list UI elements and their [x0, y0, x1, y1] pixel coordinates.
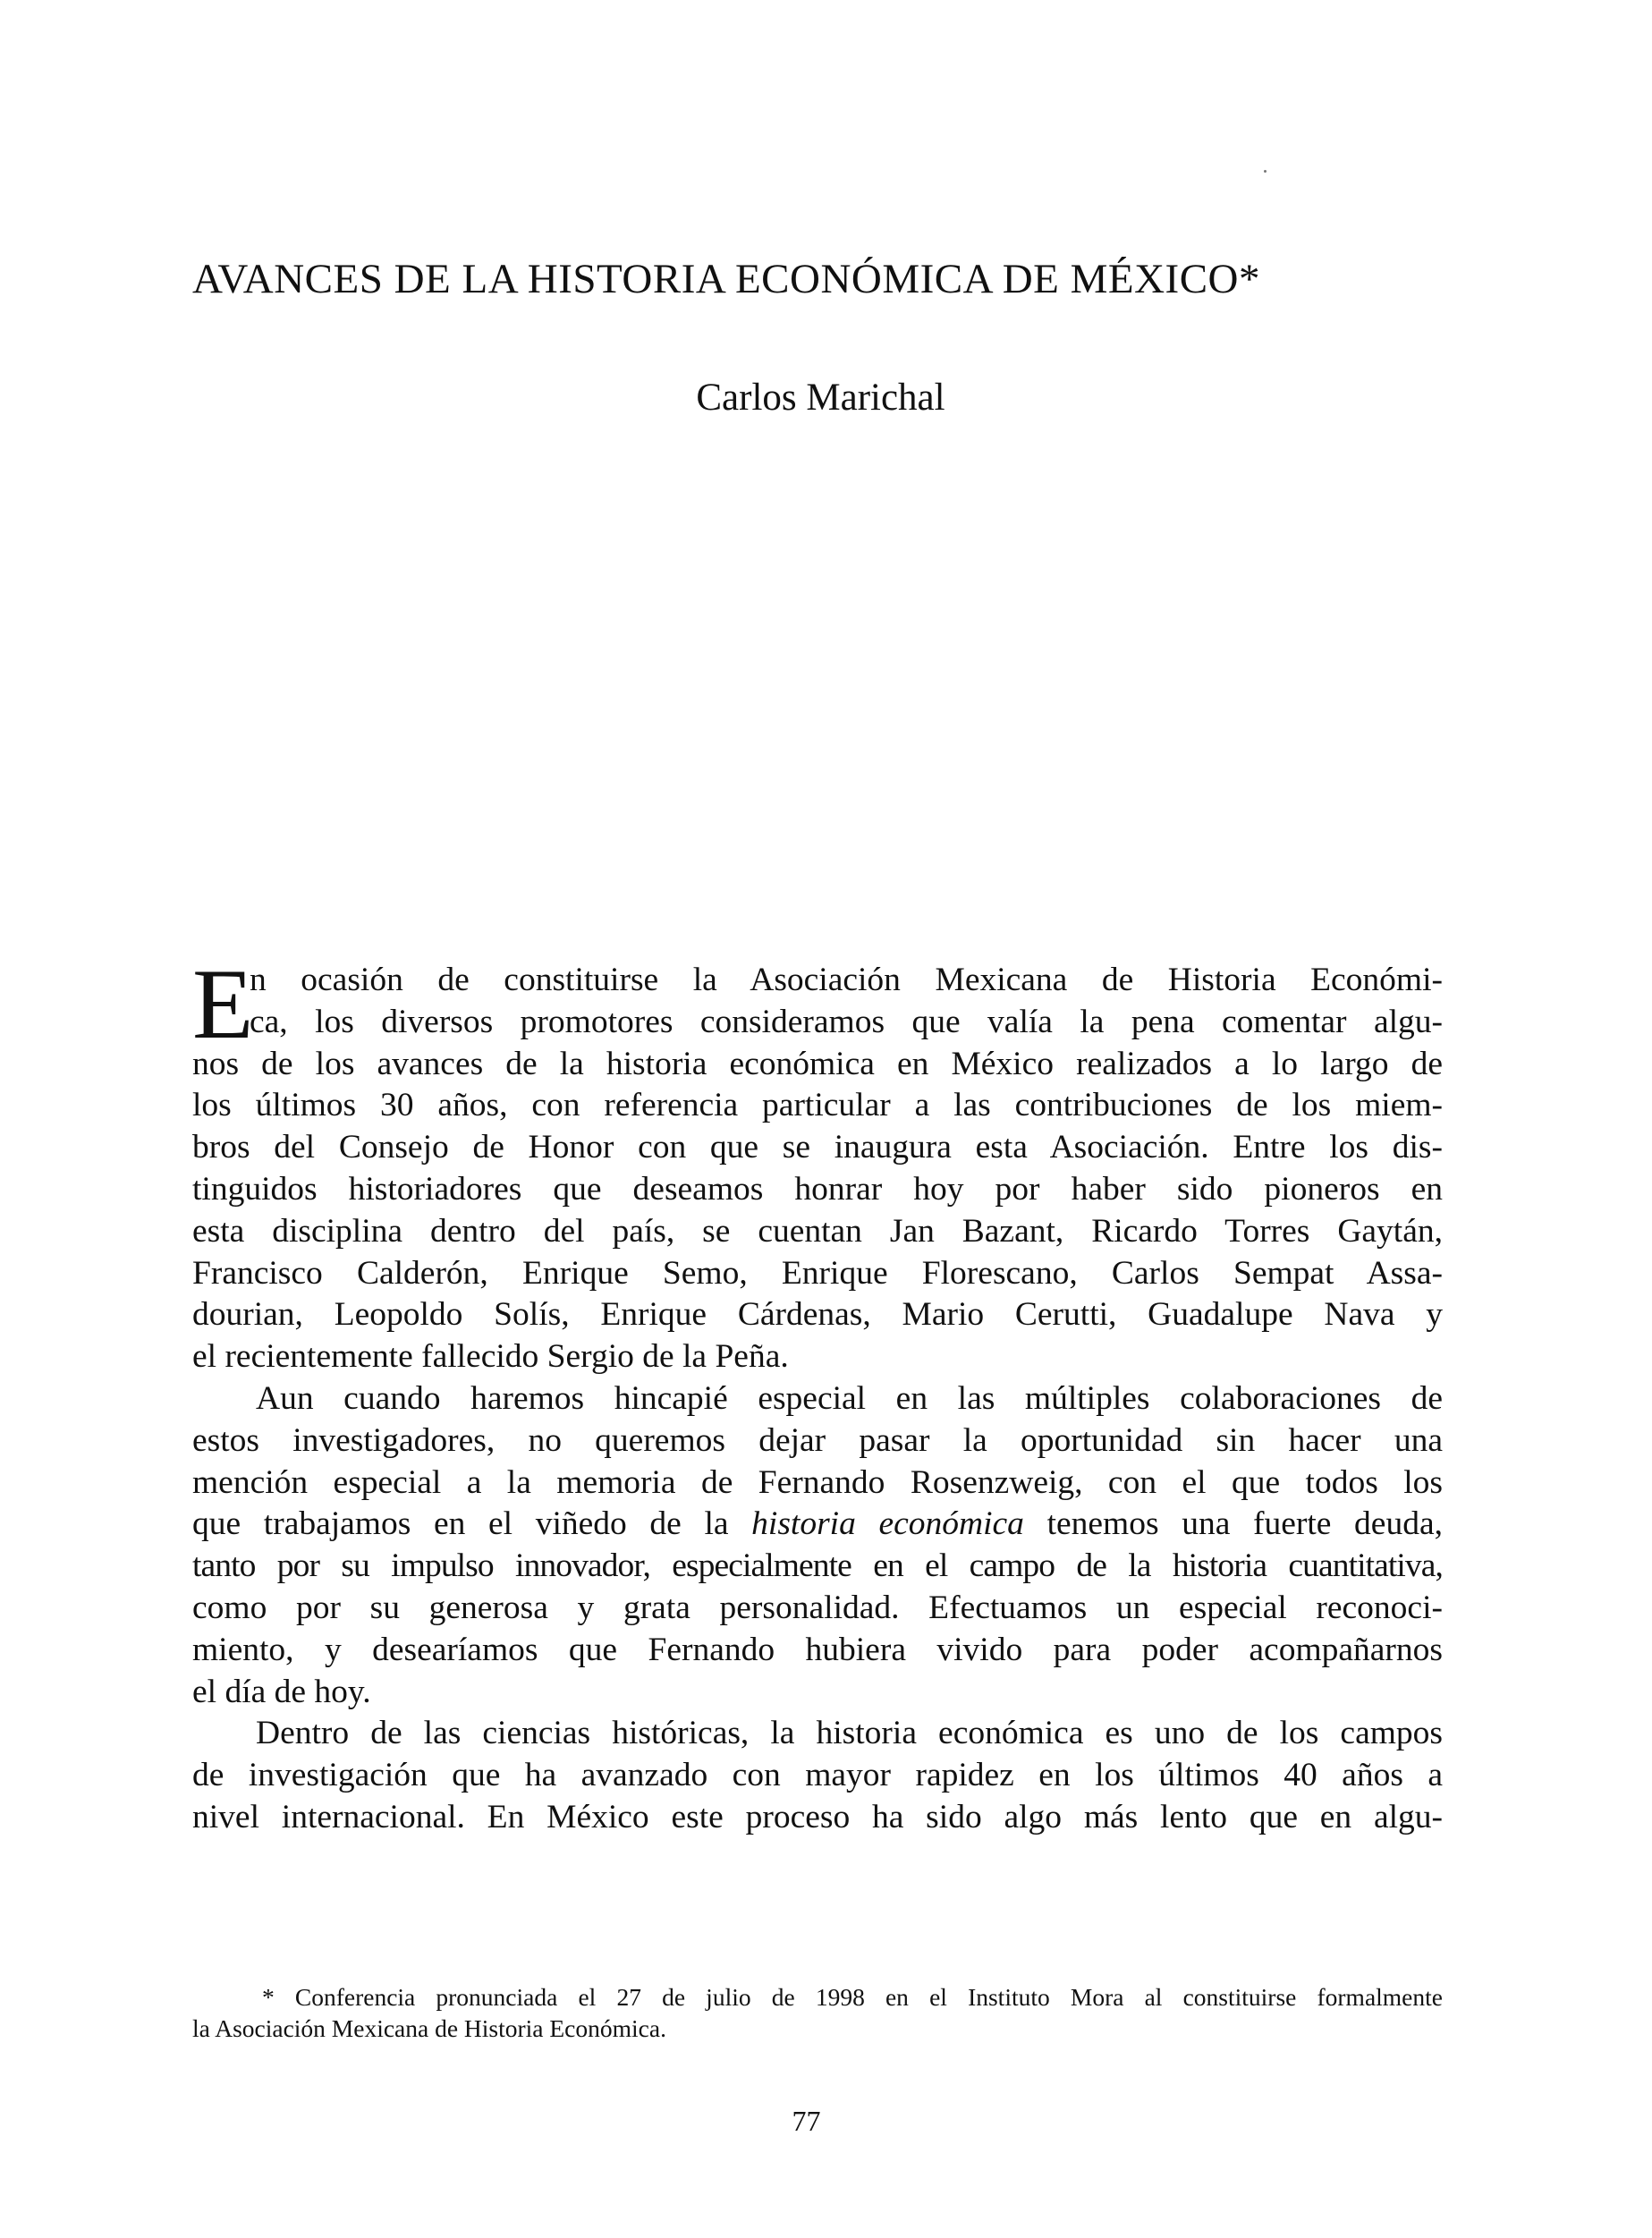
- body-line: ca, los diversos promotores consideramos que valía la pena comentar algu-: [250, 1003, 1443, 1040]
- body-line: el día de hoy.: [192, 1673, 371, 1710]
- footnote-line: * Conferencia pronunciada el 27 de julio de 1998 en el Instituto Mora al constituirse formalmente: [262, 1983, 1443, 2011]
- text-run: tenemos una fuerte deuda,: [1023, 1505, 1443, 1543]
- body-line: esta disciplina dentro del país, se cuentan Jan Bazant, Ricardo Torres Gaytán,: [192, 1212, 1443, 1250]
- body-line: el recientemente fallecido Sergio de la Peña.: [192, 1338, 789, 1376]
- article-author: Carlos Marichal: [696, 377, 945, 419]
- footnote: [192, 1981, 1443, 2044]
- body-line: tinguidos historiadores que deseamos honrar hoy por haber sido pioneros en: [192, 1170, 1443, 1208]
- text-run: que trabajamos en el viñedo de la: [192, 1505, 752, 1543]
- article-body: [192, 949, 1443, 1839]
- body-line: mención especial a la memoria de Fernando Rosenzweig, con el que todos los: [192, 1463, 1443, 1501]
- body-line: bros del Consejo de Honor con que se inaugura esta Asociación. Entre los dis-: [192, 1129, 1443, 1166]
- drop-cap: E: [192, 949, 254, 1060]
- body-line: nos de los avances de la historia económica en México realizados a lo largo de: [192, 1045, 1443, 1082]
- body-line: dourian, Leopoldo Solís, Enrique Cárdenas, Mario Cerutti, Guadalupe Nava y: [192, 1296, 1443, 1334]
- body-line: estos investigadores, no queremos dejar pasar la oportunidad sin hacer una: [192, 1421, 1443, 1459]
- body-line: de investigación que ha avanzado con mayor rapidez en los últimos 40 años a: [192, 1757, 1443, 1794]
- body-line: tanto por su impulso innovador, especialmente en el campo de la historia cuantitativa,: [192, 1547, 1443, 1585]
- body-line: como por su generosa y grata personalidad. Efectuamos un especial reconoci-: [192, 1589, 1443, 1626]
- article-title: AVANCES DE LA HISTORIA ECONÓMICA DE MÉXICO*: [192, 256, 1260, 302]
- footnote-line: la Asociación Mexicana de Historia Económica.: [192, 2014, 666, 2042]
- scan-speck: [1264, 170, 1267, 173]
- italic-term: historia económica: [751, 1505, 1024, 1543]
- body-line: Dentro de las ciencias históricas, la historia económica es uno de los campos: [256, 1715, 1443, 1752]
- page-number: 77: [792, 2105, 821, 2137]
- body-line: los últimos 30 años, con referencia particular a las contribuciones de los miem-: [192, 1087, 1443, 1124]
- body-line-with-italic: [192, 1504, 1443, 1546]
- body-line: nivel internacional. En México este proceso ha sido algo más lento que en algu-: [192, 1798, 1443, 1835]
- body-line: miento, y desearíamos que Fernando hubiera vivido para poder acompañarnos: [192, 1631, 1443, 1668]
- body-line: n ocasión de constituirse la Asociación Mexicana de Historia Económi-: [250, 962, 1443, 998]
- body-line: Francisco Calderón, Enrique Semo, Enrique Florescano, Carlos Sempat Assa-: [192, 1254, 1443, 1292]
- body-line: Aun cuando haremos hincapié especial en las múltiples colaboraciones de: [256, 1379, 1443, 1417]
